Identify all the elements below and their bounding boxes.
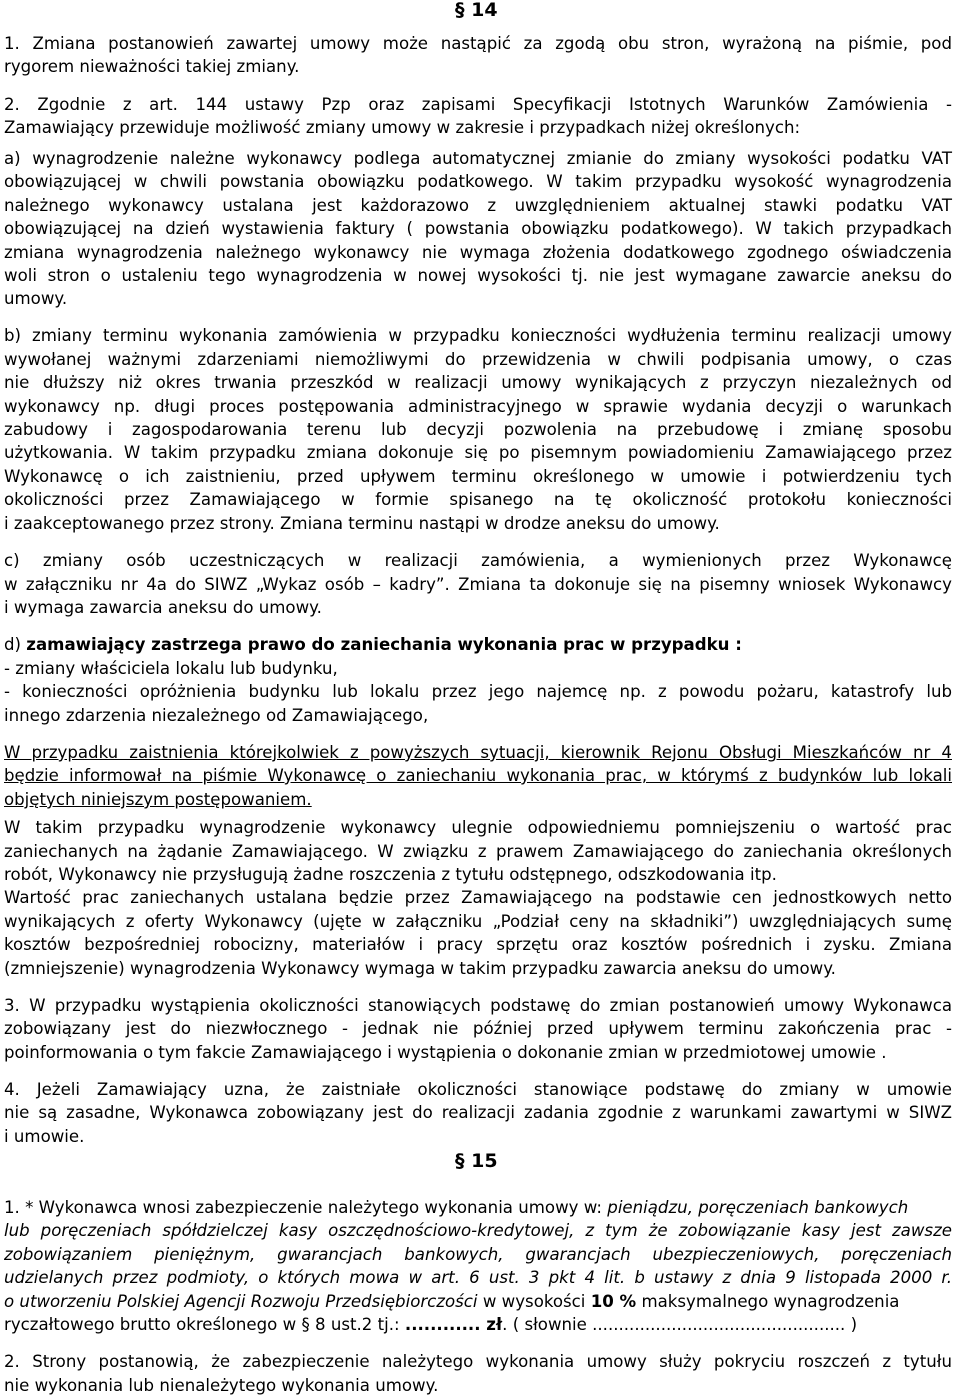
paragraph-line: zobowiązaniem pieniężnym, gwarancjach bankowych, gwarancjach ubezpieczeniowych, poręczeniach: [4, 1245, 952, 1264]
paragraph-line: woli stron o ustaleniu tego wynagrodzenia w nowej wysokości tj. nie jest wymagane zawarcie aneksu do: [4, 266, 952, 285]
paragraph-line: 2. Zgodnie z art. 144 ustawy Pzp oraz zapisami Specyfikacji Istotnych Warunków Zamówienia -: [4, 95, 952, 114]
paragraph-line: - zmiany właściciela lokalu lub budynku,: [4, 659, 338, 678]
text-run: 1. * Wykonawca wnosi zabezpieczenie należytego wykonania umowy w:: [4, 1198, 608, 1217]
text-run: w wysokości: [477, 1292, 591, 1311]
bold-clause: zamawiający zastrzega prawo do zaniechania wykonania prac w przypadku :: [26, 635, 742, 654]
paragraph-line: 2. Strony postanowią, że zabezpieczenie należytego wykonania umowy służy pokryciu roszczeń z tytułu: [4, 1352, 952, 1371]
paragraph-line: i wymaga zawarcia aneksu do umowy.: [4, 598, 322, 617]
underlined-line: W przypadku zaistnienia którejkolwiek z powyższych sytuacji, kierownik Rejonu Obsługi Mieszkańców nr 4: [4, 743, 952, 762]
section-14-heading: § 14: [455, 0, 498, 21]
paragraph-line: [4, 1314, 952, 1336]
paragraph-line: b) zmiany terminu wykonania zamówienia w przypadku konieczności wydłużenia terminu realizacji umowy: [4, 326, 952, 345]
item-letter: d): [4, 635, 27, 654]
paragraph-line: nie dłuższy niż okres trwania przeszkód w realizacji umowy wynikających z przyczyn niezależnych od: [4, 373, 952, 392]
paragraph-line: wykonawcy np. długi proces postępowania administracyjnego w sprawie wydania decyzji o warunkach: [4, 397, 952, 416]
paragraph-line: Wartość prac zaniechanych ustalana będzie przez Zamawiającego na podstawie cen jednostkowych netto: [4, 888, 952, 907]
text-run: maksymalnego wynagrodzenia: [636, 1292, 900, 1311]
paragraph-line: (zmniejszenie) wynagrodzenia Wykonawcy wymaga w takim przypadku zawarcia aneksu do umowy.: [4, 959, 836, 978]
italic-run: o utworzeniu Polskiej Agencji Rozwoju Przedsiębiorczości: [4, 1292, 478, 1311]
paragraph-line: nie są zasadne, Wykonawca zobowiązany jest do realizacji zadania zgodnie z warunkami zawartymi w SIWZ: [4, 1103, 952, 1122]
paragraph-line: wywołanej ważnymi zdarzeniami niemożliwymi do przewidzenia w chwili podpisania umowy, o czas: [4, 350, 952, 369]
paragraph-line: udzielanych przez podmioty, o których mowa w art. 6 ust. 3 pkt 4 lit. b ustawy z dnia 9 listopada 2000 r.: [4, 1268, 952, 1287]
paragraph-line: 3. W przypadku wystąpienia okoliczności stanowiących podstawę do zmian postanowień umowy Wykonawca: [4, 996, 952, 1015]
paragraph-line: umowy.: [4, 289, 68, 308]
italic-run: pieniądzu, poręczeniach bankowych: [607, 1198, 909, 1217]
paragraph-line: [4, 1197, 952, 1219]
paragraph-line: Zamawiający przewiduje możliwość zmiany umowy w zakresie i przypadkach niżej określonych:: [4, 118, 801, 137]
paragraph-line: i zaakceptowanego przez strony. Zmiana terminu nastąpi w drodze aneksu do umowy.: [4, 514, 720, 533]
paragraph-line: zabudowy i zagospodarowania terenu lub decyzji pozwolenia na przebudowę i zmianę sposobu: [4, 420, 952, 439]
section-15-heading: § 15: [455, 1150, 498, 1172]
paragraph-line: nie wykonania lub nienależytego wykonania umowy.: [4, 1376, 439, 1395]
text-run: ryczałtowego brutto określonego w § 8 ust.2 tj.:: [4, 1315, 405, 1334]
paragraph-line: w załączniku nr 4a do SIWZ „Wykaz osób – kadry”. Zmiana ta dokonuje się na pisemny wniosek Wykonawcy: [4, 575, 952, 594]
bold-run: 10 %: [590, 1292, 637, 1311]
text-run: . ( słownie ................................................ ): [502, 1315, 858, 1334]
underlined-line: objętych niniejszym postępowaniem.: [4, 790, 312, 809]
paragraph-line: kosztów bezpośredniej robocizny, materiałów i pracy sprzętu oraz kosztów pośrednich i zysku. Zmiana: [4, 935, 952, 954]
paragraph-line: [4, 1291, 952, 1313]
paragraph-line: - konieczności opróżnienia budynku lub lokalu przez jego najemcę np. z powodu pożaru, katastrofy lub: [4, 682, 952, 701]
paragraph-line: okoliczności przez Zamawiającego w formie spisanego na tę okoliczność protokołu konieczności: [4, 490, 952, 509]
paragraph-line: obowiązującej w chwili powstania obowiązku podatkowego. W takim przypadku wysokość wynagrodzenia: [4, 172, 952, 191]
paragraph-line: 1. Zmiana postanowień zawartej umowy może nastąpić za zgodą obu stron, wyrażoną na piśmie, pod: [4, 34, 952, 53]
paragraph-line: Wykonawcę o ich zaistnieniu, przed upływem terminu określonego w umowie i potwierdzeniu tych: [4, 467, 952, 486]
paragraph-line: rygorem nieważności takiej zmiany.: [4, 57, 300, 76]
paragraph-line: lub poręczeniach spółdzielczej kasy oszczędnościowo-kredytowej, z tym że zobowiązanie kasy jest zawsze: [4, 1221, 952, 1240]
paragraph-line: a) wynagrodzenie należne wykonawcy podlega automatycznej zmianie do zmiany wysokości podatku VAT: [4, 149, 952, 168]
underlined-line: będzie informował na piśmie Wykonawcę o zaniechaniu wykonania prac, w którymś z budynków lub lokali: [4, 766, 952, 785]
paragraph-line: poinformowania o tym fakcie Zamawiającego i wystąpienia o dokonanie zmian w przedmiotowej umowie .: [4, 1043, 887, 1062]
paragraph-line: obowiązującej na dzień wystawienia faktury ( powstania obowiązku podatkowego). W takich przypadkach: [4, 219, 952, 238]
paragraph-line: [4, 634, 952, 656]
paragraph-line: zaniechanych na żądanie Zamawiającego. W związku z prawem Zamawiającego do zaniechania określonych: [4, 842, 952, 861]
paragraph-line: i umowie.: [4, 1127, 85, 1146]
paragraph-line: zobowiązany jest do niezwłocznego - jednak nie później przed upływem terminu zakończenia prac -: [4, 1019, 952, 1038]
paragraph-line: użytkowania. W takim przypadku zmiana dokonuje się po pisemnym powiadomieniu Zamawiającego przez: [4, 443, 952, 462]
paragraph-line: 4. Jeżeli Zamawiający uzna, że zaistniałe okoliczności stanowiące podstawę do zmiany w umowie: [4, 1080, 952, 1099]
paragraph-line: zmiana wynagrodzenia należnego wykonawcy nie wymaga złożenia dodatkowego zgodnego oświadczenia: [4, 243, 952, 262]
paragraph-line: W takim przypadku wynagrodzenie wykonawcy ulegnie odpowiedniemu pomniejszeniu o wartość prac: [4, 818, 952, 837]
paragraph-line: robót, Wykonawcy nie przysługują żadne roszczenia z tytułu odstępnego, odszkodowania itp.: [4, 865, 777, 884]
paragraph-line: c) zmiany osób uczestniczących w realizacji zamówienia, a wymienionych przez Wykonawcę: [4, 551, 952, 570]
paragraph-line: innego zdarzenia niezależnego od Zamawiającego,: [4, 706, 429, 725]
paragraph-line: należnego wykonawcy ustalana jest każdorazowo z uwzględnieniem aktualnej stawki podatku VAT: [4, 196, 952, 215]
bold-run: ............ zł: [404, 1315, 503, 1334]
paragraph-line: wynikających z oferty Wykonawcy (ujęte w załączniku „Podział ceny na składniki”) uwzględniających sumę: [4, 912, 952, 931]
